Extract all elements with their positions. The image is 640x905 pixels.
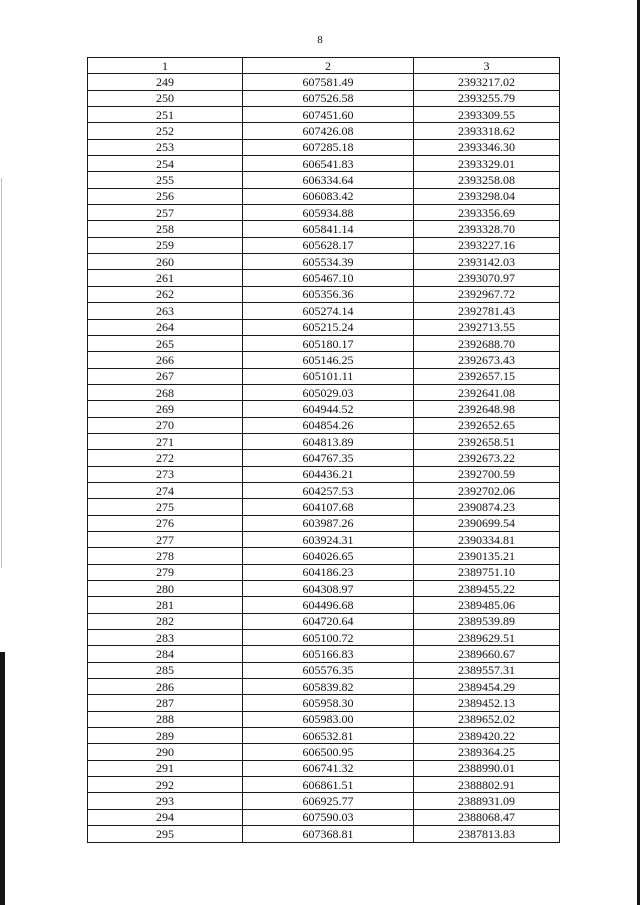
x-coordinate-cell: 605166.83 [243, 646, 414, 662]
table-row [88, 254, 560, 270]
y-coordinate-cell: 2392652.65 [414, 417, 560, 433]
table-row [88, 74, 560, 90]
point-number-cell: 265 [88, 335, 243, 351]
point-number-cell: 260 [88, 254, 243, 270]
x-coordinate-cell: 607526.58 [243, 90, 414, 106]
x-coordinate-cell: 603924.31 [243, 531, 414, 547]
y-coordinate-cell: 2393329.01 [414, 156, 560, 172]
y-coordinate-cell: 2389751.10 [414, 564, 560, 580]
x-coordinate-cell: 605215.24 [243, 319, 414, 335]
point-number-cell: 271 [88, 433, 243, 449]
x-coordinate-cell: 605467.10 [243, 270, 414, 286]
point-number-cell: 274 [88, 482, 243, 498]
point-number-cell: 288 [88, 711, 243, 727]
point-number-cell: 286 [88, 679, 243, 695]
y-coordinate-cell: 2392657.15 [414, 368, 560, 384]
table-row [88, 826, 560, 842]
x-coordinate-cell: 605576.35 [243, 662, 414, 678]
table-row [88, 728, 560, 744]
table-row [88, 531, 560, 547]
x-coordinate-cell: 605274.14 [243, 303, 414, 319]
x-coordinate-cell: 606334.64 [243, 172, 414, 188]
table-row [88, 695, 560, 711]
y-coordinate-cell: 2392781.43 [414, 303, 560, 319]
x-coordinate-cell: 607285.18 [243, 139, 414, 155]
x-coordinate-cell: 606925.77 [243, 793, 414, 809]
y-coordinate-cell: 2390874.23 [414, 499, 560, 515]
y-coordinate-cell: 2389660.67 [414, 646, 560, 662]
x-coordinate-cell: 605100.72 [243, 630, 414, 646]
table-row [88, 777, 560, 793]
table-row [88, 809, 560, 825]
point-number-cell: 253 [88, 139, 243, 155]
y-coordinate-cell: 2389539.89 [414, 613, 560, 629]
table-row [88, 368, 560, 384]
x-coordinate-cell: 605029.03 [243, 384, 414, 400]
table-row [88, 679, 560, 695]
table-row [88, 286, 560, 302]
y-coordinate-cell: 2389420.22 [414, 728, 560, 744]
table-body [88, 74, 560, 842]
table-row [88, 270, 560, 286]
y-coordinate-cell: 2393318.62 [414, 123, 560, 139]
table-row [88, 401, 560, 417]
y-coordinate-cell: 2389557.31 [414, 662, 560, 678]
y-coordinate-cell: 2389455.22 [414, 581, 560, 597]
point-number-cell: 292 [88, 777, 243, 793]
table-row [88, 450, 560, 466]
table-row [88, 90, 560, 106]
x-coordinate-cell: 604496.68 [243, 597, 414, 613]
y-coordinate-cell: 2390699.54 [414, 515, 560, 531]
table-row [88, 123, 560, 139]
y-coordinate-cell: 2392641.08 [414, 384, 560, 400]
table-row [88, 433, 560, 449]
y-coordinate-cell: 2388990.01 [414, 760, 560, 776]
x-coordinate-cell: 605958.30 [243, 695, 414, 711]
x-coordinate-cell: 604186.23 [243, 564, 414, 580]
table-row [88, 793, 560, 809]
x-coordinate-cell: 604257.53 [243, 482, 414, 498]
x-coordinate-cell: 606500.95 [243, 744, 414, 760]
point-number-cell: 283 [88, 630, 243, 646]
point-number-cell: 259 [88, 237, 243, 253]
x-coordinate-cell: 605534.39 [243, 254, 414, 270]
point-number-cell: 270 [88, 417, 243, 433]
table-row [88, 646, 560, 662]
table-row [88, 107, 560, 123]
x-coordinate-cell: 604767.35 [243, 450, 414, 466]
x-coordinate-cell: 604107.68 [243, 499, 414, 515]
y-coordinate-cell: 2392700.59 [414, 466, 560, 482]
x-coordinate-cell: 603987.26 [243, 515, 414, 531]
y-coordinate-cell: 2392713.55 [414, 319, 560, 335]
x-coordinate-cell: 605101.11 [243, 368, 414, 384]
table-row [88, 581, 560, 597]
point-number-cell: 252 [88, 123, 243, 139]
page-number: 8 [317, 34, 323, 46]
coordinates-table [87, 57, 560, 843]
table-row [88, 466, 560, 482]
table-row [88, 515, 560, 531]
table-row [88, 662, 560, 678]
y-coordinate-cell: 2393217.02 [414, 74, 560, 90]
y-coordinate-cell: 2392688.70 [414, 335, 560, 351]
point-number-cell: 284 [88, 646, 243, 662]
x-coordinate-cell: 606741.32 [243, 760, 414, 776]
y-coordinate-cell: 2392673.22 [414, 450, 560, 466]
point-number-cell: 254 [88, 156, 243, 172]
point-number-cell: 281 [88, 597, 243, 613]
column-header: 1 [88, 58, 243, 74]
y-coordinate-cell: 2389652.02 [414, 711, 560, 727]
y-coordinate-cell: 2392702.06 [414, 482, 560, 498]
point-number-cell: 289 [88, 728, 243, 744]
y-coordinate-cell: 2389454.29 [414, 679, 560, 695]
table-row [88, 499, 560, 515]
point-number-cell: 262 [88, 286, 243, 302]
y-coordinate-cell: 2390135.21 [414, 548, 560, 564]
point-number-cell: 280 [88, 581, 243, 597]
x-coordinate-cell: 605983.00 [243, 711, 414, 727]
point-number-cell: 290 [88, 744, 243, 760]
x-coordinate-cell: 605839.82 [243, 679, 414, 695]
x-coordinate-cell: 606083.42 [243, 188, 414, 204]
point-number-cell: 295 [88, 826, 243, 842]
x-coordinate-cell: 604813.89 [243, 433, 414, 449]
x-coordinate-cell: 605146.25 [243, 352, 414, 368]
table-row [88, 303, 560, 319]
y-coordinate-cell: 2393356.69 [414, 205, 560, 221]
table-row [88, 384, 560, 400]
point-number-cell: 277 [88, 531, 243, 547]
table-row [88, 548, 560, 564]
y-coordinate-cell: 2390334.81 [414, 531, 560, 547]
point-number-cell: 264 [88, 319, 243, 335]
y-coordinate-cell: 2389485.06 [414, 597, 560, 613]
x-coordinate-cell: 605841.14 [243, 221, 414, 237]
table-row [88, 564, 560, 580]
table-row [88, 613, 560, 629]
point-number-cell: 275 [88, 499, 243, 515]
x-coordinate-cell: 607451.60 [243, 107, 414, 123]
point-number-cell: 291 [88, 760, 243, 776]
point-number-cell: 257 [88, 205, 243, 221]
point-number-cell: 267 [88, 368, 243, 384]
y-coordinate-cell: 2393346.30 [414, 139, 560, 155]
point-number-cell: 269 [88, 401, 243, 417]
table-row [88, 205, 560, 221]
table-header [88, 58, 560, 74]
table-row [88, 172, 560, 188]
table-row [88, 482, 560, 498]
y-coordinate-cell: 2388802.91 [414, 777, 560, 793]
y-coordinate-cell: 2392673.43 [414, 352, 560, 368]
y-coordinate-cell: 2392967.72 [414, 286, 560, 302]
x-coordinate-cell: 604436.21 [243, 466, 414, 482]
table-row [88, 630, 560, 646]
point-number-cell: 263 [88, 303, 243, 319]
y-coordinate-cell: 2393258.08 [414, 172, 560, 188]
point-number-cell: 276 [88, 515, 243, 531]
point-number-cell: 255 [88, 172, 243, 188]
table-row [88, 417, 560, 433]
column-header: 2 [243, 58, 414, 74]
table-row [88, 156, 560, 172]
table-row [88, 711, 560, 727]
x-coordinate-cell: 607581.49 [243, 74, 414, 90]
header-row [88, 58, 560, 74]
x-coordinate-cell: 604944.52 [243, 401, 414, 417]
point-number-cell: 251 [88, 107, 243, 123]
y-coordinate-cell: 2393298.04 [414, 188, 560, 204]
y-coordinate-cell: 2393255.79 [414, 90, 560, 106]
point-number-cell: 250 [88, 90, 243, 106]
point-number-cell: 279 [88, 564, 243, 580]
scan-edge-mark-faint [1, 178, 2, 568]
point-number-cell: 272 [88, 450, 243, 466]
y-coordinate-cell: 2392648.98 [414, 401, 560, 417]
point-number-cell: 285 [88, 662, 243, 678]
x-coordinate-cell: 604308.97 [243, 581, 414, 597]
x-coordinate-cell: 607590.03 [243, 809, 414, 825]
y-coordinate-cell: 2393328.70 [414, 221, 560, 237]
point-number-cell: 266 [88, 352, 243, 368]
point-number-cell: 268 [88, 384, 243, 400]
table-row [88, 352, 560, 368]
y-coordinate-cell: 2393309.55 [414, 107, 560, 123]
table-row [88, 237, 560, 253]
y-coordinate-cell: 2388931.09 [414, 793, 560, 809]
x-coordinate-cell: 606532.81 [243, 728, 414, 744]
x-coordinate-cell: 606861.51 [243, 777, 414, 793]
y-coordinate-cell: 2389452.13 [414, 695, 560, 711]
point-number-cell: 256 [88, 188, 243, 204]
point-number-cell: 293 [88, 793, 243, 809]
y-coordinate-cell: 2393227.16 [414, 237, 560, 253]
point-number-cell: 282 [88, 613, 243, 629]
y-coordinate-cell: 2393070.97 [414, 270, 560, 286]
point-number-cell: 261 [88, 270, 243, 286]
point-number-cell: 258 [88, 221, 243, 237]
y-coordinate-cell: 2393142.03 [414, 254, 560, 270]
table-row [88, 188, 560, 204]
point-number-cell: 287 [88, 695, 243, 711]
point-number-cell: 273 [88, 466, 243, 482]
x-coordinate-cell: 604720.64 [243, 613, 414, 629]
table-row [88, 319, 560, 335]
table-row [88, 139, 560, 155]
table-row [88, 760, 560, 776]
table-row [88, 597, 560, 613]
scan-edge-mark-left [0, 652, 5, 905]
x-coordinate-cell: 605180.17 [243, 335, 414, 351]
y-coordinate-cell: 2387813.83 [414, 826, 560, 842]
point-number-cell: 249 [88, 74, 243, 90]
point-number-cell: 278 [88, 548, 243, 564]
x-coordinate-cell: 605356.36 [243, 286, 414, 302]
x-coordinate-cell: 606541.83 [243, 156, 414, 172]
table-row [88, 221, 560, 237]
y-coordinate-cell: 2389629.51 [414, 630, 560, 646]
x-coordinate-cell: 607426.08 [243, 123, 414, 139]
table-row [88, 744, 560, 760]
x-coordinate-cell: 607368.81 [243, 826, 414, 842]
y-coordinate-cell: 2389364.25 [414, 744, 560, 760]
table-row [88, 335, 560, 351]
y-coordinate-cell: 2392658.51 [414, 433, 560, 449]
x-coordinate-cell: 604026.65 [243, 548, 414, 564]
x-coordinate-cell: 604854.26 [243, 417, 414, 433]
column-header: 3 [414, 58, 560, 74]
point-number-cell: 294 [88, 809, 243, 825]
x-coordinate-cell: 605628.17 [243, 237, 414, 253]
y-coordinate-cell: 2388068.47 [414, 809, 560, 825]
x-coordinate-cell: 605934.88 [243, 205, 414, 221]
